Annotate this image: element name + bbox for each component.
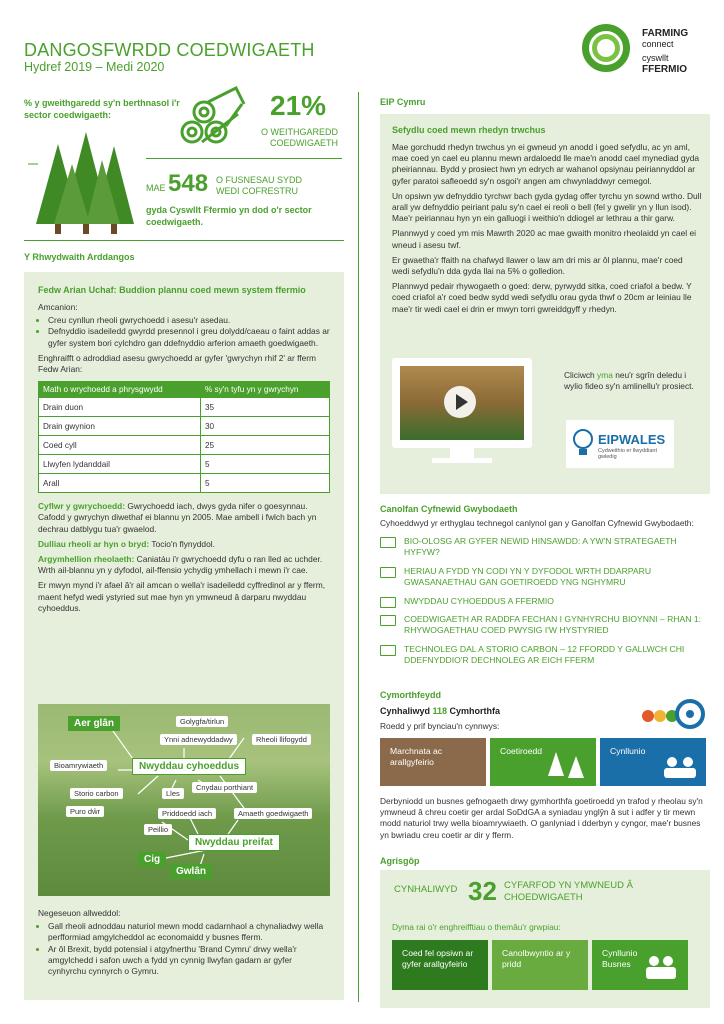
public-goods-photo [38, 704, 330, 896]
example-text: Enghraifft o adroddiad asesu gwrychoedd ar gyfer 'gwrychyn rhif 2' ar fferm Fedw Arian: [38, 352, 317, 375]
trees-icon [28, 124, 138, 236]
play-icon[interactable] [444, 386, 476, 418]
agrisgop-count: 32 [468, 876, 497, 906]
photo-tag-private-goods: Nwyddau preifat [188, 834, 280, 851]
knowledge-intro: Cyhoeddwyd yr erthyglau technegol canlynol gan y Ganolfan Cyfnewid Gwybodaeth: [380, 518, 694, 528]
people-icon [660, 756, 700, 782]
book-icon [380, 615, 396, 626]
support-heading: Cymorthfeydd [380, 690, 442, 700]
video-tv[interactable] [392, 358, 532, 468]
video-link[interactable]: yma [597, 370, 613, 380]
support-tile-marketing: Marchnata ac arallgyfeirio [380, 738, 486, 786]
messages-list [38, 921, 330, 977]
photo-tag-flood: Rheoli llifogydd [252, 734, 311, 745]
eip-paragraph: Un opsiwn yw defnyddio tyrchwr bach gyda gydag offer tyrchu yn sownd wrtho. Dull arall yw defnyddio peiriant palu sy'n cael ei reoli o bell (fel y gwelir yn y llun isod). Mae'r peiriannau hyn yn ein galluogi i weithio'n ddiogel ar lethrau a thir garw. [392, 190, 702, 224]
agrisgop-tile-diversify: Coed fel opsiwn ar gyfer arallgyfeirio [392, 940, 488, 990]
pct-label: % y gweithgaredd sy'n berthnasol i'r sector coedwigaeth: [24, 98, 180, 120]
photo-tag-soil: Priddoedd iach [158, 808, 216, 819]
cyswllt-text: gyda Cyswllt Ffermio yn dod o'r sector coedwigaeth. [146, 205, 312, 227]
hedge-state: Cyflwr y gwrychoedd: Gwrychoedd iach, dwys gyda nifer o goesynnau. Cafodd y gwrychyn diwethaf ei blannu yn 2005. Mae ambell i fwlch bach yn dechrau datblygu tua'r gwaelod. [38, 501, 317, 534]
eip-paragraph: Plannwyd pedair rhywogaeth o goed: derw, pyrwydd sitka, coed criafol a bedw. Y coed criafol a'r coed bedw sydd wedi sefydlu orau gyda thwf o 20cm ar leiniau lle mae'r tir wedi cael ei drin er mwyn torri gwreiddgyff y rhedyn. [392, 281, 692, 314]
photo-tag-agroforestry: Amaeth goedwigaeth [234, 808, 312, 819]
hedge-table [38, 381, 330, 493]
eip-paragraph: Plannwyd y coed ym mis Mawrth 2020 ac mae gwaith monitro rheolaidd yn cael ei wneud i asesu twf. [392, 228, 696, 250]
list-item: • Ar ôl Brexit, bydd potensial i atgyfnerthu 'Brand Cymru' drwy wella'r amgylchedd i safon uwch a fydd yn cynnig llwyfan gadarn ar gyfer cynhyrchu cynnyrch o Gymru. [48, 944, 330, 978]
farm-title: Fedw Arian Uchaf: Buddion plannu coed mewn system ffermio [38, 285, 306, 295]
column-divider [358, 92, 359, 1002]
agrisgop-tile-soil: Canolbwyntio ar y pridd [492, 940, 588, 990]
gears-icon [636, 698, 706, 732]
eip-content [392, 124, 702, 315]
eipwales-logo: EIPWALES Cydweithio er llwyddiant gwledig [566, 420, 674, 468]
photo-tag-renewable: Ynni adnewyddadwy [160, 734, 237, 745]
agrisgop-tile-business: Cynllunio Busnes [592, 940, 688, 990]
page-title: DANGOSFWRDD COEDWIGAETH [24, 40, 315, 60]
demo-farm-content [38, 284, 330, 614]
control-methods: Dulliau rheoli ar hyn o bryd: Tocio'n flynyddol. [38, 538, 215, 549]
table-row: Arall 5 [39, 474, 330, 493]
table-row: Llwyfen lydanddail 5 [39, 455, 330, 474]
demo-network-heading: Y Rhwydwaith Arddangos [24, 252, 135, 262]
business-count: 548 [168, 170, 209, 197]
people-icon [644, 954, 680, 982]
divider [24, 240, 344, 241]
divider [146, 158, 342, 159]
photo-tag-public-goods: Nwyddau cyhoeddus [132, 758, 246, 775]
pct-value: 21% [270, 90, 327, 121]
pct-text: O WEITHGAREDD COEDWIGAETH [260, 127, 338, 148]
bulb-icon [572, 428, 594, 458]
aims-list [38, 315, 330, 349]
support-body: Derbyniodd un busnes gefnogaeth drwy gymhorthfa goetiroedd yn trafod y rheolau sy'n ymwneud â chreu coetir ger ardal SoDdGA a syniadau ynglŷn â sut i adfer y tir mewn modd naturiol trwy wella bioamrywiaeth. O ganlyniad i dderbyn y cyngor, mae'r busnes yn bwriadu creu coetir ar dir y fferm. [380, 796, 703, 840]
support-tile-planning: Cynllunio [600, 738, 706, 786]
aims-label: Amcanion: [38, 302, 78, 312]
list-item: • Creu cynllun rheoli gwrychoedd i asesu'r asedau. [48, 315, 330, 326]
key-messages [38, 908, 330, 977]
book-icon [380, 567, 396, 578]
video-caption: Cliciwch yma neu'r sgrîn deledu i wylio fideo sy'n amlinellu'r prosiect. [564, 370, 694, 392]
photo-tag-wool: Gwlân [170, 864, 212, 879]
trees-icon [546, 752, 590, 782]
business-text: O FUSNESAU SYDD WEDI COFRESTRU [216, 175, 303, 196]
eip-paragraph: Mae gorchudd rhedyn trwchus yn ei gwneud yn anodd i goed sefydlu, ac yn aml, mae coed yn cael eu plannu mewn ardaloedd lle mae'n anodd cael mynediad gyda pheiriannau. Bydd y prosiect hwn yn edrych ar wahanol opsiynau peiriannyddol ar gyfer paratoi safleoedd sy'n osgoi'r angen am chwynladdwyr cemegol. [392, 142, 700, 186]
tv-stand [450, 448, 474, 458]
further-text: Er mwyn mynd i'r afael â'r ail amcan o wella'r isadeiledd cyffredinol ar y fferm, maent hefyd wedi ystyried sut mae hyn yn ymwneud â darparu nwyddau cyhoeddus. [38, 580, 326, 613]
mae-label: MAE [146, 183, 166, 193]
table-row: Coed cyll 25 [39, 436, 330, 455]
eip-heading: EIP Cymru [380, 97, 426, 107]
farming-connect-logo: FARMING connect cyswllt FFERMIO [582, 24, 712, 80]
support-intro: Roedd y prif bynciau'n cynnwys: [380, 721, 500, 731]
table-header: % sy'n tyfu yn y gwrychyn [201, 382, 330, 398]
photo-tag-landscape: Golygfa/tirlun [176, 716, 228, 727]
page-subtitle: Hydref 2019 – Medi 2020 [24, 60, 165, 74]
table-row: Drain duon 35 [39, 398, 330, 417]
tv-base [432, 458, 492, 463]
recommendations: Argymhellion rheolaeth: Caniatáu i'r gwrychoedd dyfu o ran lled ac uchder. Wrth ail-blannu yn y dyfodol, ail-ffensio ychydig ymhellach i mewn i'r cae. [38, 554, 323, 576]
tv-screen[interactable] [392, 358, 532, 448]
knowledge-heading: Canolfan Cyfnewid Gwybodaeth [380, 504, 518, 514]
book-icon [380, 537, 396, 548]
table-header: Math o wrychoedd a phrysgwydd [39, 382, 201, 398]
messages-label: Negeseuon allweddol: [38, 908, 121, 918]
photo-tag-water: Puro dŵr [66, 806, 104, 817]
photo-tag-fodder: Cnydau porthiant [192, 782, 257, 793]
eip-paragraph: Er gwaetha'r ffaith na chafwyd llawer o law am dri mis ar ôl plannu, mae'r coed wedi sefydlu'n dda gyda llai na 5% o golledion. [392, 254, 683, 277]
photo-tag-wellbeing: Lles [162, 788, 184, 799]
photo-tag-biodiversity: Bioamrywiaeth [50, 760, 107, 771]
photo-tag-pollination: Peillio [144, 824, 172, 835]
logo-inner-ring-icon [592, 34, 620, 62]
logs-icon [178, 84, 248, 148]
agrisgop-count-panel: CYNHALIWYD 32 CYFARFOD YN YMWNEUD Â CHOEDWIGAETH [380, 870, 710, 918]
photo-tag-meat: Cig [138, 852, 166, 867]
photo-tag-carbon: Storio carbon [70, 788, 123, 799]
list-item: • Gall rheoli adnoddau naturiol mewn modd cadarnhaol a chynaliadwy wella perfformiad amgylcheddol ac economaidd y busnes fferm. [48, 921, 330, 943]
photo-tag-clean-air: Aer glân [68, 716, 120, 731]
video-thumbnail[interactable] [400, 366, 524, 440]
support-count: Cynhaliwyd 118 Cymhorthfa [380, 706, 501, 716]
eip-title: Sefydlu coed mewn rhedyn trwchus [392, 125, 546, 135]
book-icon [380, 645, 396, 656]
agrisgop-heading: Agrisgôp [380, 856, 420, 866]
agrisgop-examples-label: Dyma rai o'r enghreifftiau o themâu'r grwpiau: [392, 922, 561, 932]
list-item: • Defnyddio isadeiledd gwyrdd presennol i greu dolydd/caeau o faint addas ar gyfer system bori cylchdro gan ddefnyddio arferion amaeth goedwigaeth. [48, 326, 330, 348]
support-tile-woodland: Coetiroedd [490, 738, 596, 786]
book-icon [380, 597, 396, 608]
table-row: Drain gwynion 30 [39, 417, 330, 436]
